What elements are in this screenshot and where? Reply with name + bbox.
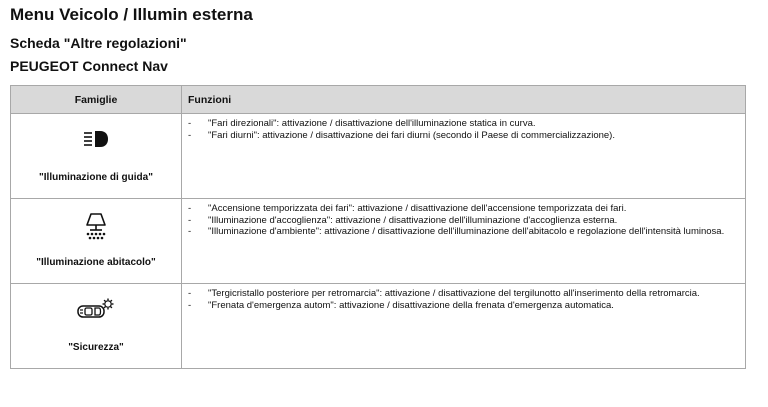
functions-list: [188, 203, 737, 238]
list-item: - "Illuminazione d'accoglienza": attivazione / disattivazione dell'illuminazione d'accoglienza esterna.: [188, 214, 618, 226]
list-item: - "Illuminazione d'ambiente": attivazione / disattivazione dell'illuminazione dell'abitacolo e regolazione dell'intensità luminosa.: [188, 226, 725, 237]
header-famiglie: Famiglie: [11, 86, 182, 114]
functions-cell: [182, 284, 746, 369]
header-funzioni: Funzioni: [182, 86, 746, 114]
list-item: - "Fari direzionali": attivazione / disattivazione dell'illuminazione statica in curva.: [188, 118, 536, 129]
functions-table: [10, 85, 746, 369]
functions-cell: [182, 114, 746, 199]
system-subtitle: PEUGEOT Connect Nav: [10, 58, 168, 74]
family-label: "Illuminazione abitacolo": [36, 257, 156, 268]
table-row: [11, 199, 746, 284]
functions-list: [188, 118, 737, 141]
headlight-icon: [11, 127, 181, 163]
table-row: [11, 114, 746, 199]
list-item: - "Tergicristallo posteriore per retromarcia": attivazione / disattivazione del tergilunotto all'inserimento della retromarcia.: [188, 288, 700, 299]
family-cell: [11, 199, 182, 284]
ceiling-lamp-icon: [11, 212, 181, 248]
functions-list: [188, 288, 737, 311]
car-settings-icon: [11, 297, 181, 333]
family-cell: [11, 114, 182, 199]
table-header-row: [11, 86, 746, 114]
page-title: Menu Veicolo / Illumin esterna: [10, 5, 253, 24]
family-cell: [11, 284, 182, 369]
list-item: - "Frenata d'emergenza autom": attivazione / disattivazione della frenata d'emergenza automatica.: [188, 299, 614, 311]
list-item: - "Accensione temporizzata dei fari": attivazione / disattivazione dell'accensione temporizzata dei fari.: [188, 203, 627, 214]
family-label: "Illuminazione di guida": [39, 172, 153, 183]
table-row: [11, 284, 746, 369]
family-label: "Sicurezza": [68, 342, 124, 353]
list-item: - "Fari diurni": attivazione / disattivazione dei fari diurni (secondo il Paese di commercializzazione).: [188, 129, 615, 141]
functions-cell: [182, 199, 746, 284]
tab-subtitle: Scheda "Altre regolazioni": [10, 35, 187, 51]
